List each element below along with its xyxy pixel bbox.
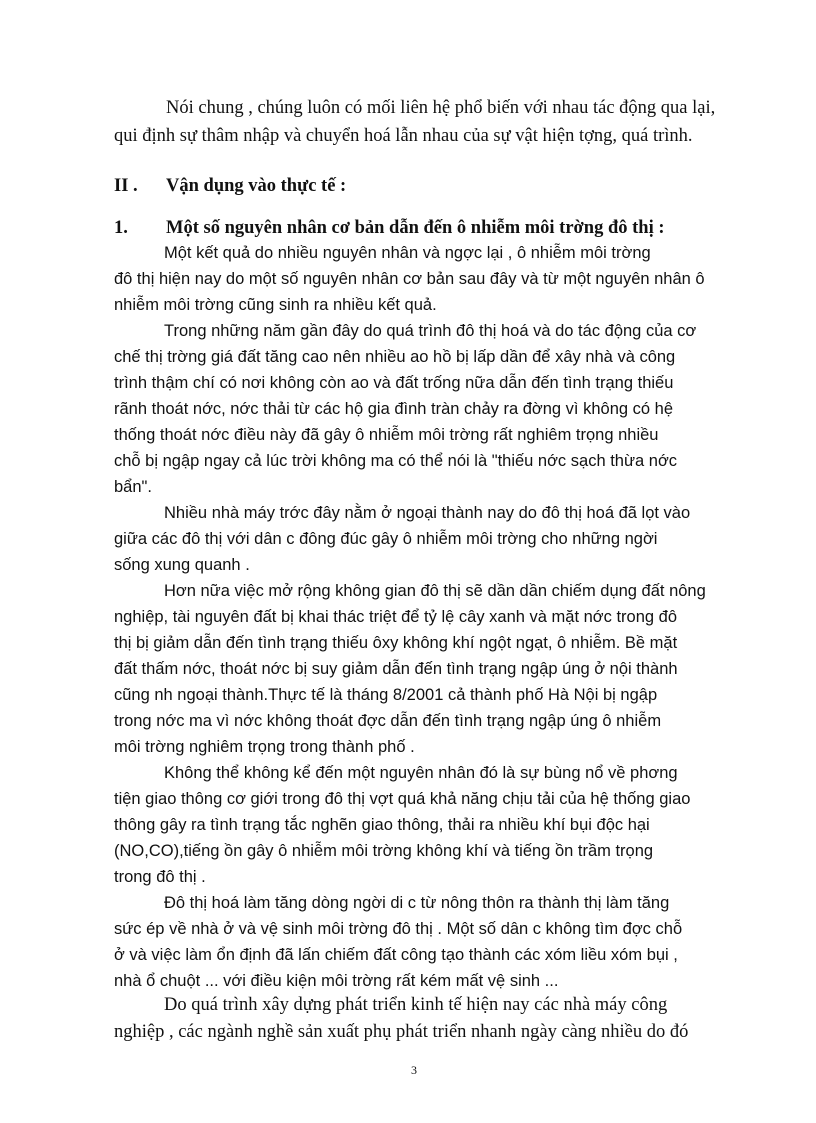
paragraph-4-line-3: thị bị giảm dẫn đến tình trạng thiếu ôxy không khí ngột ngạt, ô nhiễm. Bề mặt [114, 634, 678, 652]
paragraph-1-line-2: đô thị hiện nay do một số nguyên nhân cơ bản sau đây và từ một nguyên nhân ô [114, 270, 705, 288]
paragraph-2-line-2: chế thị trờng giá đất tăng cao nên nhiều ao hồ bị lấp dần để xây nhà và công [114, 348, 676, 366]
paragraph-5-line-1: Không thể không kể đến một nguyên nhân đó là sự bùng nổ về phơng [164, 764, 678, 782]
page-number: 3 [411, 1063, 417, 1077]
paragraph-2-line-3: trình thậm chí có nơi không còn ao và đất trống nữa dẫn đến tình trạng thiếu [114, 374, 674, 392]
paragraph-5-line-2: tiện giao thông cơ giới trong đô thị vợt quá khả năng chịu tải của hệ thống giao [114, 790, 691, 808]
paragraph-2-line-6: chỗ bị ngập ngay cả lúc trời không ma có thể nói là "thiếu nớc sạch thừa nớc [114, 452, 678, 470]
paragraph-2-line-4: rãnh thoát nớc, nớc thải từ các hộ gia đình tràn chảy ra đờng vì không có hệ [114, 400, 674, 418]
paragraph-1-line-1: Một kết quả do nhiều nguyên nhân và ngợc lại , ô nhiễm môi trờng [164, 244, 651, 262]
paragraph-6-line-1: Đô thị hoá làm tăng dòng ngời di c từ nông thôn ra thành thị làm tăng [164, 894, 670, 912]
subsection-title: Một số nguyên nhân cơ bản dẫn đến ô nhiễm môi trờng đô thị : [166, 218, 665, 238]
paragraph-5-line-4: (NO,CO),tiếng ồn gây ô nhiễm môi trờng không khí và tiếng ồn trầm trọng [114, 842, 654, 860]
paragraph-2-line-5: thống thoát nớc điều này đã gây ô nhiễm môi trờng rất nghiêm trọng nhiều [114, 426, 659, 444]
paragraph-7-line-2: nghiệp , các ngành nghề sản xuất phụ phát triển nhanh ngày càng nhiều do đó [114, 1022, 689, 1042]
intro-line-1: Nói chung , chúng luôn có mối liên hệ phổ biến với nhau tác động qua lại, [166, 98, 716, 118]
paragraph-7-line-1: Do quá trình xây dựng phát triển kinh tế hiện nay các nhà máy công [164, 995, 668, 1015]
paragraph-4-line-6: trong nớc ma vì nớc không thoát đợc dẫn đến tình trạng ngập úng ô nhiễm [114, 712, 662, 730]
paragraph-4-line-7: môi trờng nghiêm trọng trong thành phố . [114, 738, 415, 756]
paragraph-4-line-2: nghiệp, tài nguyên đất bị khai thác triệt để tỷ lệ cây xanh và mặt nớc trong đô [114, 608, 677, 626]
paragraph-4-line-4: đất thấm nớc, thoát nớc bị suy giảm dẫn đến tình trạng ngập úng ở nội thành [114, 660, 678, 678]
paragraph-4-line-5: cũng nh ngoại thành.Thực tế là tháng 8/2001 cả thành phố Hà Nội bị ngập [114, 686, 658, 704]
subsection-number: 1. [114, 218, 128, 238]
paragraph-5-line-3: thông gây ra tình trạng tắc nghẽn giao thông, thải ra nhiều khí bụi độc hại [114, 816, 650, 834]
section-number: II . [114, 176, 138, 196]
paragraph-4-line-1: Hơn nữa việc mở rộng không gian đô thị sẽ dần dần chiếm dụng đất nông [164, 582, 706, 600]
paragraph-6-line-4: nhà ổ chuột ... với điều kiện môi trờng rất kém mất vệ sinh ... [114, 972, 559, 990]
paragraph-3-line-3: sống xung quanh . [114, 556, 250, 574]
paragraph-6-line-2: sức ép về nhà ở và vệ sinh môi trờng đô thị . Một số dân c không tìm đợc chỗ [114, 920, 683, 938]
paragraph-1-line-3: nhiễm môi trờng cũng sinh ra nhiều kết quả. [114, 296, 437, 314]
paragraph-3-line-2: giữa các đô thị với dân c đông đúc gây ô nhiễm môi trờng cho những ngời [114, 530, 658, 548]
paragraph-3-line-1: Nhiều nhà máy trớc đây nằm ở ngoại thành nay do đô thị hoá đã lọt vào [164, 504, 691, 522]
paragraph-2-line-7: bẩn". [114, 478, 152, 496]
intro-line-2: qui định sự thâm nhập và chuyển hoá lẫn nhau của sự vật hiện tợng, quá trình. [114, 126, 693, 146]
paragraph-6-line-3: ở và việc làm ổn định đã lấn chiếm đất công tạo thành các xóm liều xóm bụi , [114, 946, 678, 964]
paragraph-2-line-1: Trong những năm gần đây do quá trình đô thị hoá và do tác động của cơ [164, 322, 697, 340]
section-title: Vận dụng vào thực tế : [166, 176, 347, 196]
paragraph-5-line-5: trong đô thị . [114, 868, 206, 886]
